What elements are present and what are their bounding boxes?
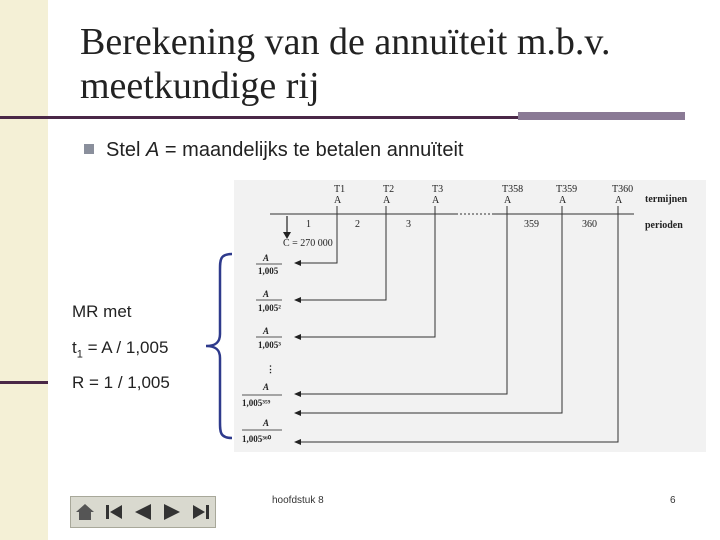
slide-navigation — [70, 496, 216, 528]
period-number: 359 — [524, 219, 539, 230]
first-term-value: = A / 1,005 — [82, 338, 169, 357]
arrowhead-icon — [294, 410, 301, 416]
arrowhead-icon — [294, 297, 301, 303]
term-label: T358 — [502, 184, 524, 195]
fraction-numerator: A — [263, 326, 270, 336]
first-term-subscript: 1 — [76, 348, 83, 361]
fraction-denominator: 1,005 — [258, 266, 279, 276]
discount-line-3 — [301, 206, 435, 337]
bullet-prefix: Stel — [106, 139, 147, 161]
discount-line-359 — [301, 206, 562, 413]
ratio-formula: R = 1 / 1,005 — [72, 373, 170, 392]
fraction-denominator: 1,005³ — [258, 340, 281, 350]
first-term-formula — [72, 338, 168, 360]
fraction-numerator: A — [263, 418, 270, 428]
slide-title: Berekening van de annuïteit m.b.v. meetkundige rij — [80, 21, 611, 107]
left-accent-band — [0, 0, 48, 540]
term-label: T360 — [612, 184, 634, 195]
home-icon[interactable] — [71, 500, 99, 524]
period-number: 360 — [582, 219, 597, 230]
term-amount: A — [615, 195, 623, 206]
arrowhead-icon — [294, 391, 301, 397]
accent-stroke-bottom — [0, 381, 48, 384]
last-page-icon[interactable] — [187, 500, 215, 524]
arrowhead-icon — [294, 439, 301, 445]
capital-label: C = 270 000 — [283, 238, 333, 249]
mr-label: MR met — [72, 302, 132, 321]
fraction-numerator: A — [263, 289, 270, 299]
discount-line-1 — [301, 206, 337, 263]
termijnen-label: termijnen — [645, 194, 688, 205]
previous-icon[interactable] — [129, 500, 157, 524]
term-amount: A — [334, 195, 342, 206]
term-amount: A — [383, 195, 391, 206]
term-label: T2 — [383, 184, 395, 195]
fraction-numerator: A — [263, 253, 270, 263]
fraction-denominator: 1,005³⁵⁹ — [242, 398, 271, 408]
fraction-numerator: A — [263, 382, 270, 392]
bullet-rest: = maandelijks te betalen annuïteit — [159, 139, 464, 161]
discount-line-2 — [301, 206, 386, 300]
bullet-item — [84, 139, 463, 162]
term-label: T1 — [334, 184, 346, 195]
first-page-icon[interactable] — [100, 500, 128, 524]
bullet-square-icon — [84, 144, 94, 154]
term-amount: A — [432, 195, 440, 206]
bullet-variable: A — [146, 139, 160, 161]
timeline-diagram — [234, 180, 706, 452]
page-number: 6 — [670, 495, 676, 506]
term-amount: A — [504, 195, 512, 206]
footer-chapter: hoofdstuk 8 — [272, 495, 324, 506]
arrowhead-icon — [294, 260, 301, 266]
arrowhead-icon — [294, 334, 301, 340]
vertical-dots: ⋮ — [266, 364, 275, 374]
period-number: 1 — [306, 219, 311, 230]
perioden-label: perioden — [645, 220, 683, 231]
title-underline-accent — [518, 112, 685, 120]
curly-brace-icon — [198, 250, 238, 442]
fraction-denominator: 1,005² — [258, 303, 281, 313]
timeline-figure — [234, 180, 706, 452]
fraction-denominator: 1,005³⁶⁰ — [242, 434, 272, 444]
period-number: 3 — [406, 219, 411, 230]
term-label: T359 — [556, 184, 578, 195]
next-icon[interactable] — [158, 500, 186, 524]
term-amount: A — [559, 195, 567, 206]
period-number: 2 — [355, 219, 360, 230]
discount-line-360 — [301, 206, 618, 442]
term-label: T3 — [432, 184, 444, 195]
first-term-symbol: t — [72, 338, 77, 357]
